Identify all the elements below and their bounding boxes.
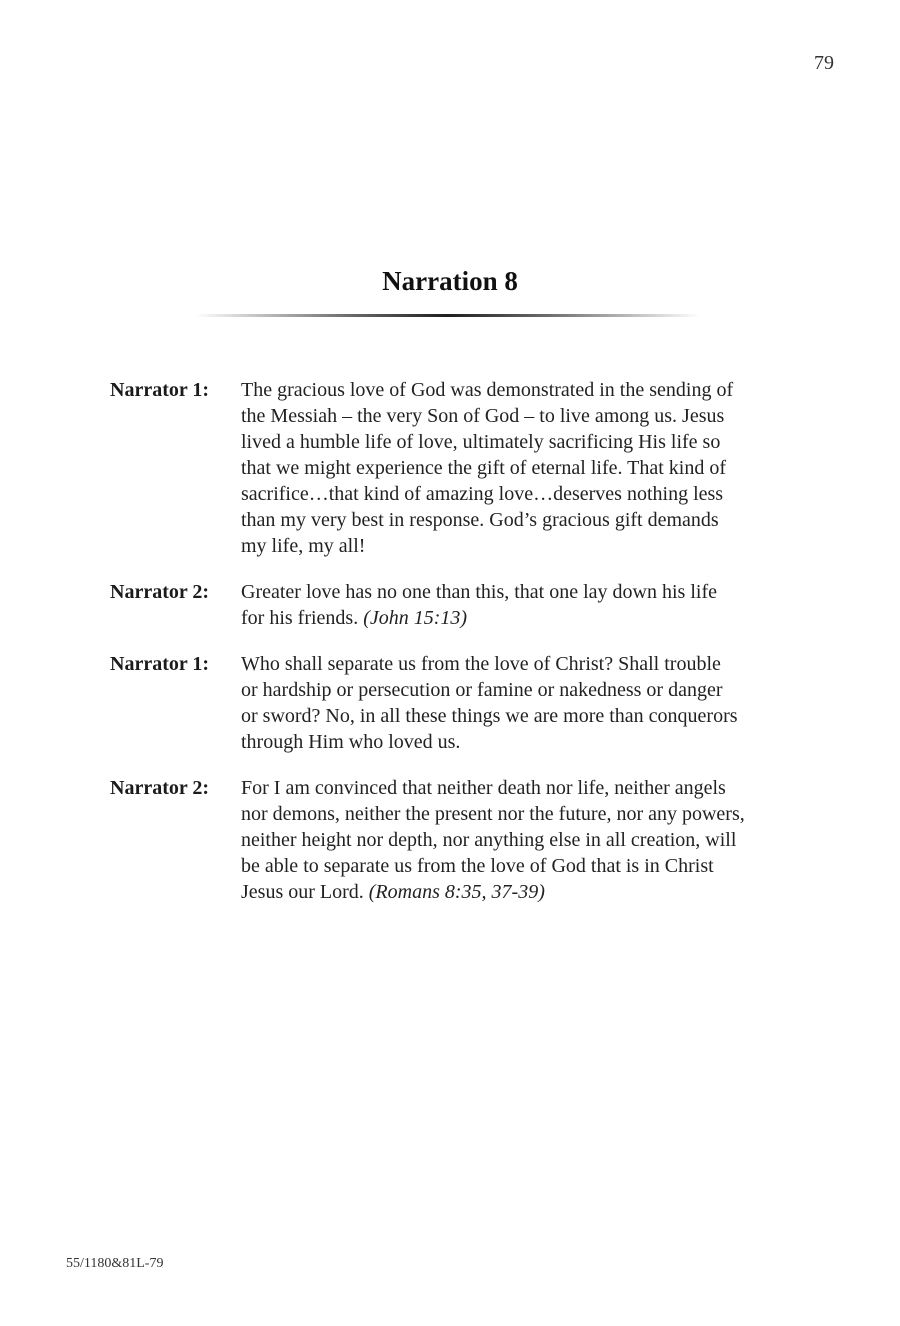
title-divider: [195, 314, 700, 317]
narration-text: [241, 579, 810, 631]
speaker-label: Narrator 2:: [110, 581, 210, 603]
text-line: nor demons, neither the present nor the future, nor any powers,: [241, 803, 745, 825]
text-fragment: Jesus our Lord.: [241, 881, 364, 903]
text-line: my life, my all!: [241, 535, 366, 557]
narration-text: [241, 377, 810, 559]
text-line: through Him who loved us.: [241, 731, 461, 753]
text-line: Who shall separate us from the love of Christ? Shall trouble: [241, 653, 721, 675]
footer-code: 55/1180&81L-79: [66, 1256, 164, 1271]
text-line: [241, 879, 810, 905]
narration-entry: [110, 651, 810, 755]
text-line: or hardship or persecution or famine or nakedness or danger: [241, 679, 723, 701]
scripture-citation: (Romans 8:35, 37-39): [368, 881, 545, 903]
text-line: neither height nor depth, nor anything else in all creation, will: [241, 829, 737, 851]
speaker-label: Narrator 1:: [110, 379, 210, 401]
text-line: be able to separate us from the love of God that is in Christ: [241, 855, 714, 877]
text-line: Greater love has no one than this, that one lay down his life: [241, 581, 717, 603]
text-line: than my very best in response. God’s gracious gift demands: [241, 509, 719, 531]
scripture-citation: (John 15:13): [363, 607, 468, 629]
narration-text: [241, 775, 810, 905]
text-line: For I am convinced that neither death nor life, neither angels: [241, 777, 726, 799]
speaker-label: Narrator 1:: [110, 653, 210, 675]
text-line: or sword? No, in all these things we are more than conquerors: [241, 705, 738, 727]
narration-text: [241, 651, 810, 755]
text-line: that we might experience the gift of eternal life. That kind of: [241, 457, 727, 479]
page-title: Narration 8: [382, 266, 518, 296]
text-fragment: for his friends.: [241, 607, 359, 629]
page-number: 79: [814, 52, 834, 74]
narration-entry: [110, 579, 810, 631]
text-line: [241, 605, 810, 631]
text-line: sacrifice…that kind of amazing love…deserves nothing less: [241, 483, 724, 505]
narration-script: [110, 377, 810, 925]
text-line: the Messiah – the very Son of God – to live among us. Jesus: [241, 405, 725, 427]
narration-entry: [110, 775, 810, 905]
text-line: The gracious love of God was demonstrated in the sending of: [241, 379, 734, 401]
narration-entry: [110, 377, 810, 559]
speaker-label: Narrator 2:: [110, 777, 210, 799]
text-line: lived a humble life of love, ultimately sacrificing His life so: [241, 431, 721, 453]
